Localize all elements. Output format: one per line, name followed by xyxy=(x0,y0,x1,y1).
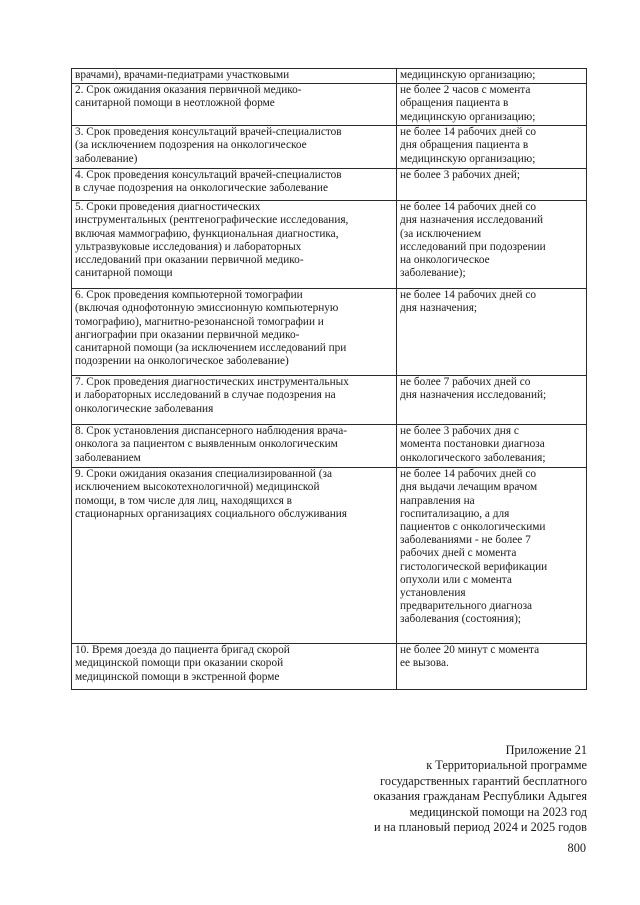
row-description-cell: 9. Сроки ожидания оказания специализированной (за исключением высокотехнологичной) медицинской помощи, в том числе для лиц, находящихся в стационарных организациях социального обслуживания xyxy=(72,468,397,644)
row-description-cell: 2. Срок ожидания оказания первичной медико- санитарной помощи в неотложной форме xyxy=(72,84,397,126)
table-row xyxy=(72,468,587,644)
appendix-line: и на плановый период 2024 и 2025 годов xyxy=(373,820,587,835)
row-description-cell: врачами), врачами-педиатрами участковыми xyxy=(72,69,397,84)
page-number: 800 xyxy=(567,841,586,855)
appendix-line: Приложение 21 xyxy=(505,743,587,757)
appendix-line: медицинской помощи на 2023 год xyxy=(409,804,587,819)
table-row xyxy=(72,201,587,289)
appendix-heading xyxy=(287,743,587,835)
row-term-cell: не более 14 рабочих дней со дня обращения пациента в медицинскую организацию; xyxy=(397,126,587,169)
row-term-cell: не более 14 рабочих дней со дня назначения; xyxy=(397,289,587,376)
row-term-cell: не более 20 минут с момента ее вызова. xyxy=(397,644,587,690)
row-term-cell: не более 3 рабочих дня с момента постановки диагноза онкологического заболевания; xyxy=(397,425,587,468)
appendix-line: оказания гражданам Республики Адыгея xyxy=(373,789,587,804)
table-row xyxy=(72,289,587,376)
row-term-cell: не более 7 рабочих дней со дня назначения исследований; xyxy=(397,376,587,425)
appendix-line: к Территориальной программе xyxy=(426,758,587,773)
row-description-cell: 10. Время доезда до пациента бригад скорой медицинской помощи при оказании скорой медицинской помощи в экстренной форме xyxy=(72,644,397,690)
table-row xyxy=(72,376,587,425)
row-description-cell: 3. Срок проведения консультаций врачей-специалистов (за исключением подозрения на онкологическое заболевание) xyxy=(72,126,397,169)
waiting-times-table xyxy=(71,68,587,690)
row-description-cell: 8. Срок установления диспансерного наблюдения врача- онколога за пациентом с выявленным онкологическим заболеванием xyxy=(72,425,397,468)
table-row xyxy=(72,425,587,468)
row-description-cell: 6. Срок проведения компьютерной томографии (включая однофотонную эмиссионную компьютерную томографию), магнитно-резонансной томографии и ангиографии при оказании первичной медико- санитарной помощи (за исключением исследований при подозрении на онкологическое заболевание) xyxy=(72,289,397,376)
row-description-cell: 5. Сроки проведения диагностических инструментальных (рентгенографические исследования, включая маммографию, функциональная диагностика, ультразвуковые исследования) и лабораторных исследований при оказании первичной медико- санитарной помощи xyxy=(72,201,397,289)
row-term-cell: не более 14 рабочих дней со дня назначения исследований (за исключением исследований при подозрении на онкологическое заболевание); xyxy=(397,201,587,289)
row-term-cell: не более 14 рабочих дней со дня выдачи лечащим врачом направления на госпитализацию, а для пациентов с онкологическими заболеваниями - не более 7 рабочих дней с момента гистологической верификации опухоли или с момента установления предварительного диагноза заболевания (состояния); xyxy=(397,468,587,644)
appendix-line: государственных гарантий бесплатного xyxy=(380,773,587,788)
table-row xyxy=(72,84,587,126)
row-term-cell: не более 3 рабочих дней; xyxy=(397,169,587,201)
table-row xyxy=(72,644,587,690)
table-row xyxy=(72,126,587,169)
table-row xyxy=(72,169,587,201)
row-description-cell: 7. Срок проведения диагностических инструментальных и лабораторных исследований в случае подозрения на онкологические заболевания xyxy=(72,376,397,425)
table-row xyxy=(72,69,587,84)
row-term-cell: медицинскую организацию; xyxy=(397,69,587,84)
row-term-cell: не более 2 часов с момента обращения пациента в медицинскую организацию; xyxy=(397,84,587,126)
row-description-cell: 4. Срок проведения консультаций врачей-специалистов в случае подозрения на онкологические заболевание xyxy=(72,169,397,201)
